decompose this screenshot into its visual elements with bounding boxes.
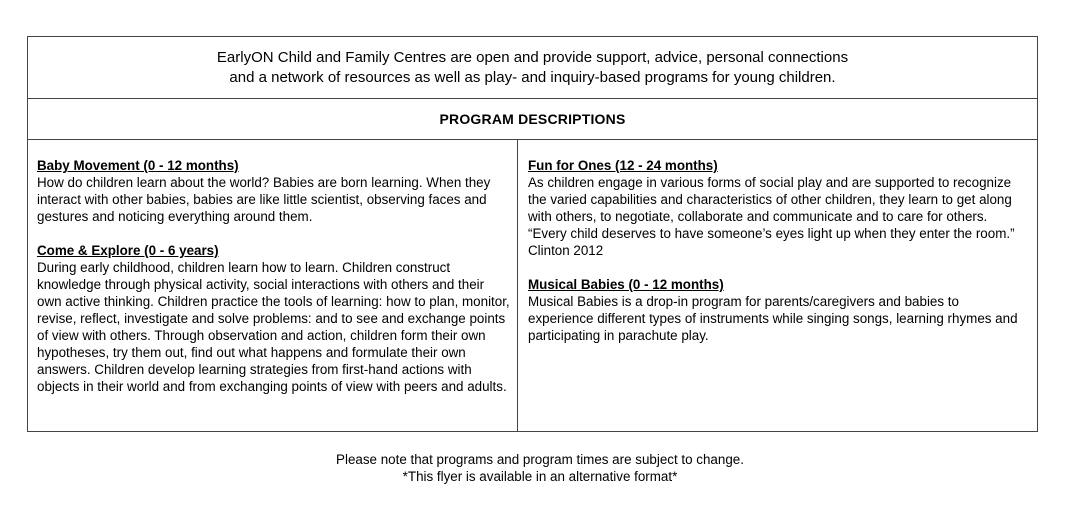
program-title: Fun for Ones (12 - 24 months)	[528, 158, 718, 173]
program-fun-for-ones	[528, 157, 1027, 259]
section-heading: PROGRAM DESCRIPTIONS	[28, 99, 1037, 140]
program-title: Musical Babies (0 - 12 months)	[528, 277, 724, 292]
footer-note: Please note that programs and program times are subject to change.	[336, 452, 744, 467]
intro-line-2: and a network of resources as well as play- and inquiry-based programs for young children.	[229, 68, 836, 86]
intro-banner	[28, 37, 1037, 99]
program-description: During early childhood, children learn how to learn. Children construct knowledge through physical activity, social interactions with others and their own active thinking. Children practice the tools of learning: how to plan, monitor, revise, reflect, investigate and solve problems: and to see and exchange points of view with others. Through observation and action, children form their own hypotheses, try them out, find out what happens and formulate their own answers. Children develop learning strategies from first-hand actions with objects in their world and from exchanging points of view with peers and adults.	[37, 260, 510, 394]
program-come-and-explore	[37, 242, 511, 395]
program-description: As children engage in various forms of social play and are supported to recognize the varied capabilities and characteristics of other children, they learn to get along with others, to negotiate, collaborate and communicate and to care for others. “Every child deserves to have someone’s eyes light up when they enter the room.” Clinton 2012	[528, 175, 1015, 258]
program-description: How do children learn about the world? Babies are born learning. When they interact with other babies, babies are like little scientist, observing faces and gestures and noticing everything around them.	[37, 175, 491, 224]
program-title: Come & Explore (0 - 6 years)	[37, 243, 219, 258]
right-column	[518, 140, 1037, 431]
program-description: Musical Babies is a drop-in program for parents/caregivers and babies to experience different types of instruments while singing songs, learning rhymes and participating in parachute play.	[528, 294, 1018, 343]
program-baby-movement	[37, 157, 511, 225]
program-title: Baby Movement (0 - 12 months)	[37, 158, 239, 173]
program-musical-babies	[528, 276, 1027, 344]
left-column	[28, 140, 518, 431]
intro-line-1: EarlyON Child and Family Centres are open and provide support, advice, personal connections	[216, 48, 849, 66]
program-table	[27, 36, 1038, 432]
footer	[0, 451, 1080, 485]
footer-alt-format: *This flyer is available in an alternative format*	[402, 469, 678, 484]
